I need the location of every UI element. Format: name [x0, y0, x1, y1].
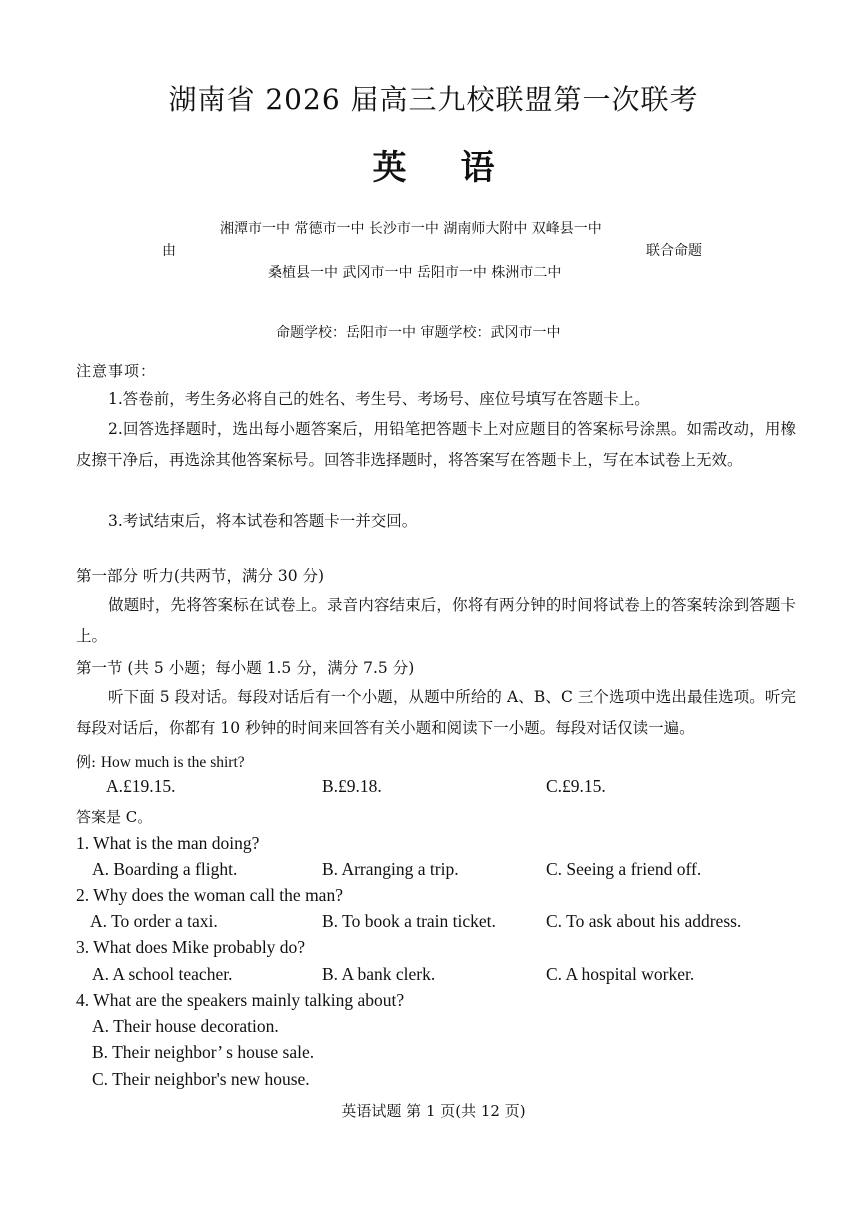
section1-title: 第一节 (共 5 小题；每小题 1.5 分，满分 7.5 分) [76, 659, 415, 677]
example-stem: How much is the shirt? [100, 754, 245, 771]
question-4-stem: 4. What are the speakers mainly talking about? [76, 990, 405, 1010]
note-item-3: 3.考试结束后，将本试卷和答题卡一并交回。 [108, 512, 418, 530]
schools-prefix: 由 [162, 243, 176, 259]
question-3-option-b: B. A bank clerk. [322, 964, 436, 984]
question-3-stem: 3. What does Mike probably do? [76, 937, 306, 957]
setter-line: 命题学校：岳阳市一中 审题学校：武冈市一中 [276, 325, 561, 341]
question-2-option-b: B. To book a train ticket. [322, 911, 496, 931]
note-item-2: 2.回答选择题时，选出每小题答案后，用铅笔把答题卡上对应题目的答案标号涂黑。如需改动，用橡皮擦干净后，再选涂其他答案标号。回答非选择题时，将答案写在答题卡上，写在本试卷上无效。 [76, 420, 796, 469]
example-option-b: B.£9.18. [322, 776, 382, 796]
section1-instructions: 听下面 5 段对话。每段对话后有一个小题，从题中所给的 A、B、C 三个选项中选出最佳选项。听完每段对话后，你都有 10 秒钟的时间来回答有关小题和阅读下一小题。每段对话仅读一遍。 [76, 688, 796, 737]
schools-suffix: 联合命题 [646, 243, 702, 259]
example-label: 例: [76, 753, 97, 771]
question-4-option-b: B. Their neighbor’ s house sale. [92, 1042, 315, 1062]
question-2-stem: 2. Why does the woman call the man? [76, 885, 343, 905]
schools-row-1: 湘潭市一中 常德市一中 长沙市一中 湖南师大附中 双峰县一中 [220, 221, 602, 237]
example-option-c: C.£9.15. [546, 776, 606, 796]
question-4-option-c: C. Their neighbor's new house. [92, 1069, 310, 1089]
exam-title: 湖南省 2026 届高三九校联盟第一次联考 [168, 83, 699, 116]
question-1-option-a: A. Boarding a flight. [92, 859, 238, 879]
question-3-option-c: C. A hospital worker. [546, 964, 695, 984]
question-4-option-a: A. Their house decoration. [92, 1016, 279, 1036]
example-option-a: A.£19.15. [106, 776, 176, 796]
example-answer: 答案是 C。 [76, 808, 153, 826]
page-footer: 英语试题 第 1 页(共 12 页) [341, 1102, 526, 1120]
note-item-1: 1.答卷前，考生务必将自己的姓名、考生号、考场号、座位号填写在答题卡上。 [108, 390, 650, 408]
question-2-option-c: C. To ask about his address. [546, 911, 742, 931]
part1-instructions: 做题时，先将答案标在试卷上。录音内容结束后，你将有两分钟的时间将试卷上的答案转涂到答题卡上。 [76, 596, 796, 645]
question-1-option-c: C. Seeing a friend off. [546, 859, 702, 879]
part1-title: 第一部分 听力(共两节，满分 30 分) [76, 567, 325, 585]
question-3-option-a: A. A school teacher. [92, 964, 233, 984]
question-1-option-b: B. Arranging a trip. [322, 859, 459, 879]
notes-heading: 注意事项： [76, 362, 157, 380]
example-question [76, 751, 245, 772]
subject-title: 英语 [372, 148, 549, 188]
question-1-stem: 1. What is the man doing? [76, 833, 260, 853]
question-2-option-a: A. To order a taxi. [90, 911, 218, 931]
schools-row-2: 桑植县一中 武冈市一中 岳阳市一中 株洲市二中 [268, 265, 562, 281]
